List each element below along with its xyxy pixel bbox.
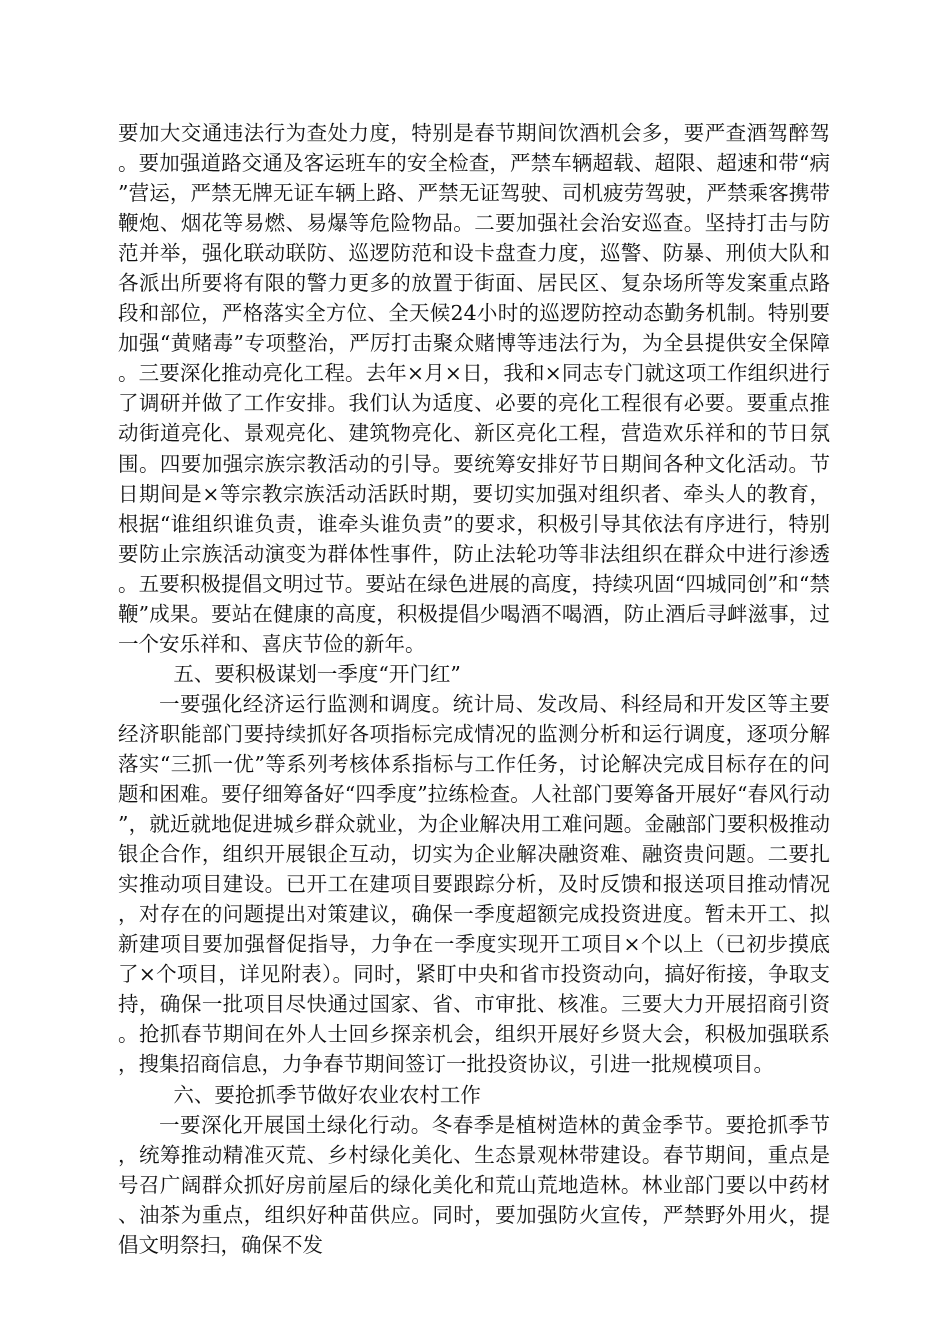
body-paragraph-1: 要加大交通违法行为查处力度，特别是春节期间饮酒机会多，要严查酒驾醉驾。要加强道路交通及客运班车的安全检查，严禁车辆超载、超限、超速和带“病”营运，严禁无牌无证车辆上路、严禁无证驾驶、司机疲劳驾驶，严禁乘客携带鞭炮、烟花等易燃、易爆等危险物品。二要加强社会治安巡查。坚持打击与防范并举，强化联动联防、巡逻防范和设卡盘查力度，巡警、防暴、刑侦大队和各派出所要将有限的警力更多的放置于街面、居民区、复杂场所等发案重点路段和部位，严格落实全方位、全天候24小时的巡逻防控动态勤务机制。特别要加强“黄赌毒”专项整治，严厉打击聚众赌博等违法行为，为全县提供安全保障。三要深化推动亮化工程。去年×月×日，我和×同志专门就这项工作组织进行了调研并做了工作安排。我们认为适度、必要的亮化工程很有必要。要重点推动街道亮化、景观亮化、建筑物亮化、新区亮化工程，营造欢乐祥和的节日氛围。四要加强宗族宗教活动的引导。要统筹安排好节日期间各种文化活动。节日期间是×等宗教宗族活动活跃时期，要切实加强对组织者、牵头人的教育，根据“谁组织谁负责，谁牵头谁负责”的要求，积极引导其依法有序进行，特别要防止宗族活动演变为群体性事件，防止法轮功等非法组织在群众中进行渗透。五要积极提倡文明过节。要站在绿色进展的高度，持续巩固“四城同创”和“禁鞭”成果。要站在健康的高度，积极提倡少喝酒不喝酒，防止酒后寻衅滋事，过一个安乐祥和、喜庆节俭的新年。 [118, 121, 830, 656]
document-page [118, 118, 830, 1260]
body-paragraph-2: 一要强化经济运行监测和调度。统计局、发改局、科经局和开发区等主要经济职能部门要持续抓好各项指标完成情况的监测分析和运行调度，逐项分解落实“三抓一优”等系列考核体系指标与工作任务，讨论解决完成目标存在的问题和困难。要仔细筹备好“四季度”拉练检查。人社部门要筹备开展好“春风行动”，就近就地促进城乡群众就业，为企业解决用工难问题。金融部门要积极推动银企合作，组织开展银企互动，切实为企业解决融资难、融资贵问题。二要扎实推动项目建设。已开工在建项目要跟踪分析，及时反馈和报送项目推动情况，对存在的问题提出对策建议，确保一季度超额完成投资进度。暂未开工、拟新建项目要加强督促指导，力争在一季度实现开工项目×个以上（已初步摸底了×个项目，详见附表）。同时，紧盯中央和省市投资动向，搞好衔接，争取支持，确保一批项目尽快通过国家、省、市审批、核准。三要大力开展招商引资。抢抓春节期间在外人士回乡探亲机会，组织开展好乡贤大会，积极加强联系，搜集招商信息，力争春节期间签订一批投资协议，引进一批规模项目。 [118, 691, 830, 1077]
section-heading-5: 五、要积极谋划一季度“开门红” [173, 661, 461, 686]
section-heading-6: 六、要抢抓季节做好农业农村工作 [173, 1082, 481, 1107]
body-paragraph-3: 一要深化开展国土绿化行动。冬春季是植树造林的黄金季节。要抢抓季节，统筹推动精准灭荒、乡村绿化美化、生态景观林带建设。春节期间，重点是号召广阔群众抓好房前屋后的绿化美化和荒山荒地造林。林业部门要以中药材、油茶为重点，组织好种苗供应。同时，要加强防火宣传，严禁野外用火，提倡文明祭扫，确保不发 [118, 1112, 830, 1257]
